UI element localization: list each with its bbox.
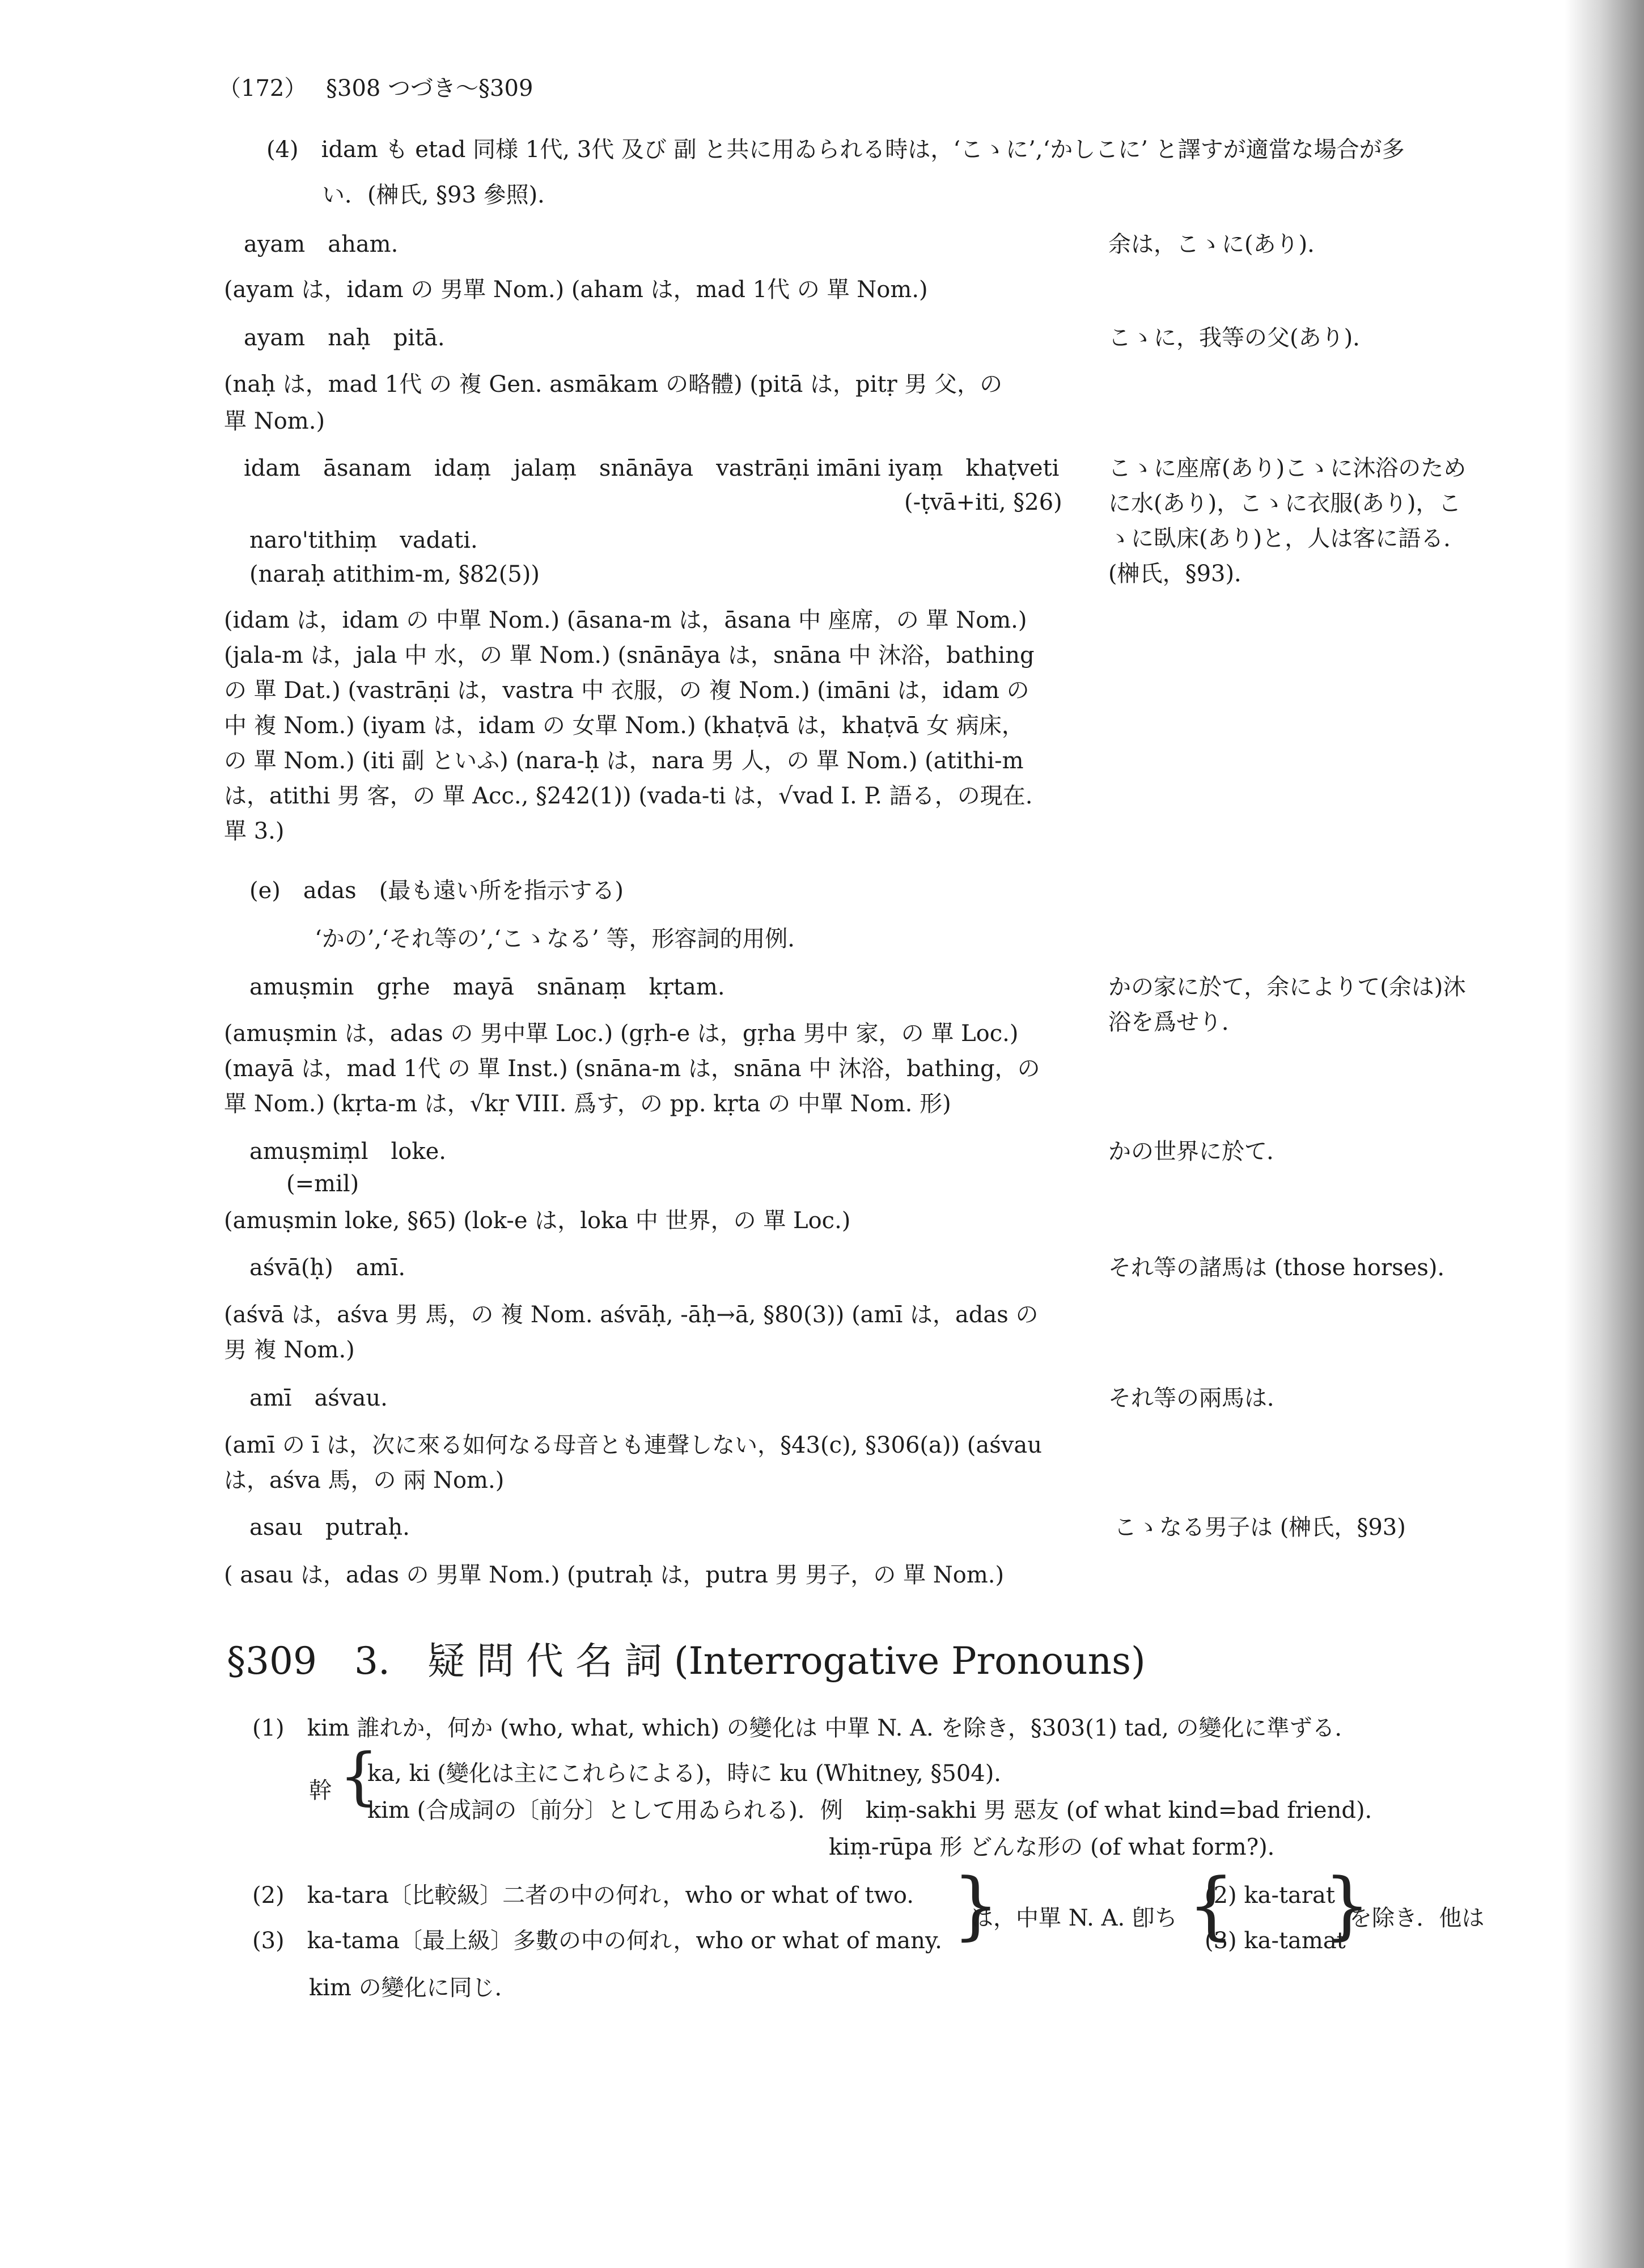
example-sanskrit: ayam naḥ pitā.	[244, 325, 445, 351]
example-sanskrit: aśvā(ḥ) amī.	[249, 1255, 406, 1281]
example-note: の 單 Nom.) (iti 副 といふ) (nara-ḥ は，nara 男 人，の 單 Nom.) (atithi-m	[224, 748, 1024, 774]
example-note: 中 複 Nom.) (iyam は，idam の 女單 Nom.) (khaṭvā は，khaṭvā 女 病床，	[224, 713, 1024, 739]
stem-line: kim (合成詞の〔前分〕として用ゐられる)．例 kiṃ-sakhi 男 惡友 (of what kind=bad friend)．	[367, 1797, 1388, 1823]
section-item: (1) kim 誰れか，何か (who, what, which) の變化は 中單 N. A. を除き，§303(1) tad, の變化に準ずる．	[252, 1715, 1358, 1741]
example-note: 單 3.)	[224, 818, 285, 844]
example-sandhi: (-ṭvā+iti, §26)	[904, 489, 1062, 515]
example-translation: (榊氏，§93)．	[1108, 561, 1257, 587]
example-translation: こゝに座席(あり)こゝに沐浴のため	[1108, 455, 1467, 481]
example-note: の 單 Dat.) (vastrāṇi は，vastra 中 衣服，の 複 Nom.) (imāni は，idam の	[224, 678, 1029, 704]
example-translation: それ等の諸馬は (those horses)．	[1108, 1255, 1460, 1281]
example-sandhi: (naraḥ atithim-m, §82(5))	[249, 561, 540, 587]
example-translation: 余は，こゝに(あり)．	[1108, 231, 1331, 257]
example-translation: ゝに臥床(あり)と，人は客に語る．	[1108, 526, 1467, 552]
subsection-heading: (e) adas (最も遠い所を指示する)	[249, 878, 624, 904]
rule-text: を除き．他は	[1349, 1905, 1485, 1931]
item4-line1: (4) idam も etad 同様 1代, 3代 及び 副 と共に用ゐられる時は，‘こゝに’,‘かしこに’ と譯すが適當な場合が多	[266, 137, 1405, 163]
page-running-head: §308 つづき～§309	[326, 75, 533, 101]
section-title: §309 3. 疑 問 代 名 詞 (Interrogative Pronouns)	[227, 1639, 1146, 1683]
rule-text: kim の變化に同じ．	[309, 1975, 518, 2001]
rule-text: は，中單 N. A. 卽ち	[971, 1905, 1177, 1931]
example-note: 單 Nom.)	[224, 408, 325, 434]
example-sandhi: (=mil)	[286, 1171, 359, 1197]
example-note: ( asau は，adas の 男單 Nom.) (putraḥ は，putra 男 男子，の 單 Nom.)	[224, 1562, 1005, 1588]
stem-label: 幹	[309, 1778, 332, 1804]
example-note: (ayam は，idam の 男單 Nom.) (aham は，mad 1代 の 單 Nom.)	[224, 277, 928, 303]
page-number: （172）	[218, 75, 307, 101]
example-note: (mayā は，mad 1代 の 單 Inst.) (snāna-m は，snāna 中 沐浴，bathing，の	[224, 1056, 1040, 1082]
example-sanskrit: naro'tithiṃ vadati.	[249, 527, 478, 553]
example-note: (amuṣmin loke, §65) (lok-e は，loka 中 世界，の 單 Loc.)	[224, 1208, 851, 1234]
example-note: は，aśva 馬，の 兩 Nom.)	[224, 1467, 505, 1493]
example-sanskrit: amuṣmin gṛhe mayā snānaṃ kṛtam.	[249, 974, 725, 1000]
right-brace: }	[952, 1862, 999, 1948]
example-note: (amī の ī は，次に來る如何なる母音とも連聲しない，§43(c), §306(a)) (aśvau	[224, 1432, 1042, 1458]
example-note: 單 Nom.) (kṛta-m は，√kṛ VIII. 爲す，の pp. kṛta の 中單 Nom. 形)	[224, 1091, 951, 1117]
section-item: (3) ka-tama〔最上級〕多數の中の何れ，who or what of many.	[252, 1928, 942, 1954]
example-sanskrit: amī aśvau.	[249, 1385, 388, 1411]
page-edge-shadow	[1565, 0, 1644, 2268]
example-translation: かの世界に於て．	[1108, 1139, 1290, 1165]
example-translation: こゝに，我等の父(あり)．	[1108, 325, 1376, 351]
rule-option: (2) ka-tarat	[1205, 1882, 1335, 1909]
example-note: (aśvā は，aśva 男 馬，の 複 Nom. aśvāḥ, -āḥ→ā, §80(3)) (amī は，adas の	[224, 1302, 1039, 1328]
stem-line: kiṃ-rūpa 形 どんな形の (of what form?)．	[829, 1834, 1290, 1860]
subsection-description: ‘かの’,‘それ等の’,‘こゝなる’ 等，形容詞的用例．	[315, 926, 811, 952]
left-brace: {	[339, 1740, 379, 1812]
stem-line: ka, ki (變化は主にこれらによる)，時に ku (Whitney, §504)．	[367, 1761, 1017, 1787]
example-note: (jala-m は，jala 中 水，の 單 Nom.) (snānāya は，snāna 中 沐浴，bathing	[224, 642, 1035, 668]
rule-option: (3) ka-tamat	[1205, 1928, 1346, 1954]
example-translation: こゝなる男子は (榊氏，§93)	[1114, 1514, 1406, 1541]
section-item: (2) ka-tara〔比較級〕二者の中の何れ，who or what of two.	[252, 1882, 914, 1909]
example-sanskrit: asau putraḥ.	[249, 1514, 410, 1541]
example-note: (idam は，idam の 中單 Nom.) (āsana-m は，āsana 中 座席，の 單 Nom.)	[224, 607, 1027, 633]
example-sanskrit: amuṣmiṃl loke.	[249, 1139, 447, 1165]
example-translation: かの家に於て，余によりて(余は)沐	[1108, 974, 1466, 1000]
right-brace: }	[1324, 1862, 1371, 1948]
example-note: 男 複 Nom.)	[224, 1337, 355, 1363]
left-brace: {	[1188, 1862, 1235, 1948]
example-translation: それ等の兩馬は．	[1108, 1385, 1290, 1411]
example-sanskrit: ayam aham.	[244, 231, 399, 257]
example-translation: に水(あり)，こゝに衣服(あり)，こ	[1108, 490, 1461, 517]
example-note: (naḥ は，mad 1代 の 複 Gen. asmākam の略體) (pitā は，pitṛ 男 父，の	[224, 371, 1003, 397]
item4-line2: い．(榊氏, §93 參照)．	[322, 182, 561, 208]
example-note: は，atithi 男 客，の 單 Acc., §242(1)) (vada-ti は，√vad I. P. 語る，の現在.	[224, 783, 1033, 809]
example-translation: 浴を爲せり．	[1108, 1009, 1244, 1035]
example-sanskrit: idam āsanam idaṃ jalaṃ snānāya vastrāṇi imāni iyaṃ khaṭveti	[244, 455, 1060, 481]
example-note: (amuṣmin は，adas の 男中單 Loc.) (gṛh-e は，gṛha 男中 家，の 單 Loc.)	[224, 1021, 1019, 1047]
